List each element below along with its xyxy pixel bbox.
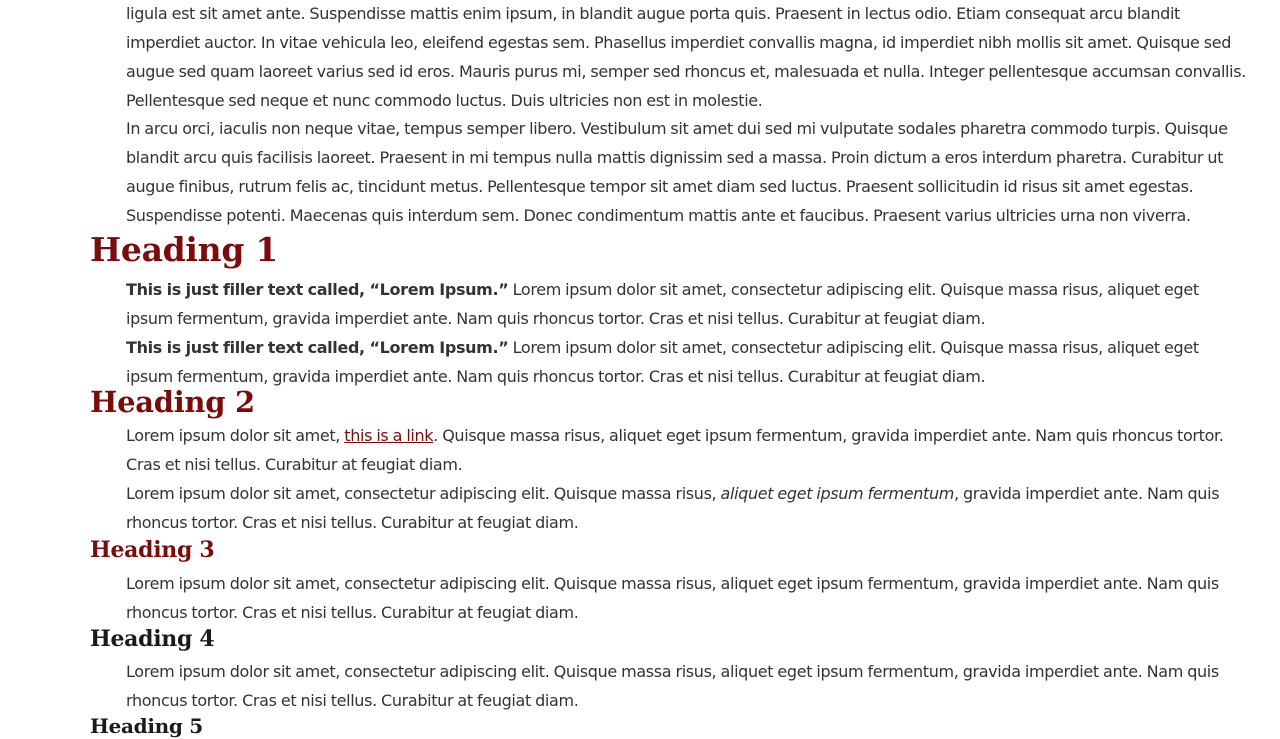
- section2-paragraph-1-after: . Quisque massa risus, aliquet eget ipsum fermentum, gravida imperdiet ante. Nam quis rhoncus tortor. Cras et nisi tellus. Curabitur at feugiat diam.: [126, 426, 1224, 474]
- section2-paragraph-2-after: , gravida imperdiet ante. Nam quis rhoncus tortor. Cras et nisi tellus. Curabitur at feugiat diam.: [126, 484, 1220, 532]
- heading-3: Heading 3: [90, 537, 215, 563]
- heading-4: Heading 4: [90, 626, 215, 652]
- heading-5: Heading 5: [90, 714, 203, 738]
- filler-intro-bold: This is just filler text called, “Lorem Ipsum.”: [126, 338, 509, 357]
- intro-paragraph-2: In arcu orci, iaculis non neque vitae, tempus semper libero. Vestibulum sit amet dui sed mi vulputate sodales pharetra commodo turpis. Quisque blandit arcu quis facilisis laoreet. Praesent in mi tempus nulla mattis dignissim sed a massa. Proin dictum a eros interdum pharetra. Curabitur ut augue finibus, rutrum felis ac, tincidunt metus. Pellentesque tempor sit amet diam sed luctus. Praesent sollicitudin id risus sit amet egestas. Suspendisse potenti. Maecenas quis interdum sem. Donec condimentum mattis ante et faucibus. Praesent varius ultricies urna non viverra.: [126, 119, 1228, 225]
- section2-paragraph-1-before: Lorem ipsum dolor sit amet,: [126, 426, 345, 445]
- section4-paragraph-1: Lorem ipsum dolor sit amet, consectetur adipiscing elit. Quisque massa risus, aliquet eget ipsum fermentum, gravida imperdiet ante. Nam quis rhoncus tortor. Cras et nisi tellus. Curabitur at feugiat diam.: [126, 662, 1219, 710]
- heading-2: Heading 2: [90, 385, 255, 419]
- filler-intro-bold: This is just filler text called, “Lorem Ipsum.”: [126, 280, 509, 299]
- section1-paragraph-1: [126, 275, 1216, 333]
- section3-paragraph-1: Lorem ipsum dolor sit amet, consectetur adipiscing elit. Quisque massa risus, aliquet eget ipsum fermentum, gravida imperdiet ante. Nam quis rhoncus tortor. Cras et nisi tellus. Curabitur at feugiat diam.: [126, 574, 1219, 622]
- heading-1: Heading 1: [90, 230, 278, 269]
- section1-paragraph-2: [126, 333, 1216, 391]
- section1-paragraph-2-text: Lorem ipsum dolor sit amet, consectetur adipiscing elit. Quisque massa risus, aliquet eget ipsum fermentum, gravida imperdiet ante. Nam quis rhoncus tortor. Cras et nisi tellus. Curabitur at feugiat diam.: [126, 338, 1199, 386]
- section1-paragraph-1-text: Lorem ipsum dolor sit amet, consectetur adipiscing elit. Quisque massa risus, aliquet eget ipsum fermentum, gravida imperdiet ante. Nam quis rhoncus tortor. Cras et nisi tellus. Curabitur at feugiat diam.: [126, 280, 1199, 328]
- intro-paragraph-1: ligula est sit amet ante. Suspendisse mattis enim ipsum, in blandit augue porta quis. Praesent in lectus odio. Etiam consequat arcu blandit imperdiet auctor. In vitae vehicula leo, eleifend egestas sem. Phasellus imperdiet convallis magna, id imperdiet nibh mollis sit amet. Quisque sed augue sed quam laoreet varius sed id eros. Mauris purus mi, semper sed rhoncus et, malesuada et nulla. Integer pellentesque accumsan convallis. Pellentesque sed neque et nunc commodo luctus. Duis ultricies non est in molestie.: [126, 4, 1246, 110]
- italic-text: aliquet eget ipsum fermentum: [720, 484, 955, 503]
- inline-link[interactable]: this is a link: [344, 426, 434, 445]
- section2-paragraph-2: [126, 479, 1226, 537]
- section2-paragraph-1: [126, 421, 1236, 479]
- section2-paragraph-2-before: Lorem ipsum dolor sit amet, consectetur adipiscing elit. Quisque massa risus,: [126, 484, 721, 503]
